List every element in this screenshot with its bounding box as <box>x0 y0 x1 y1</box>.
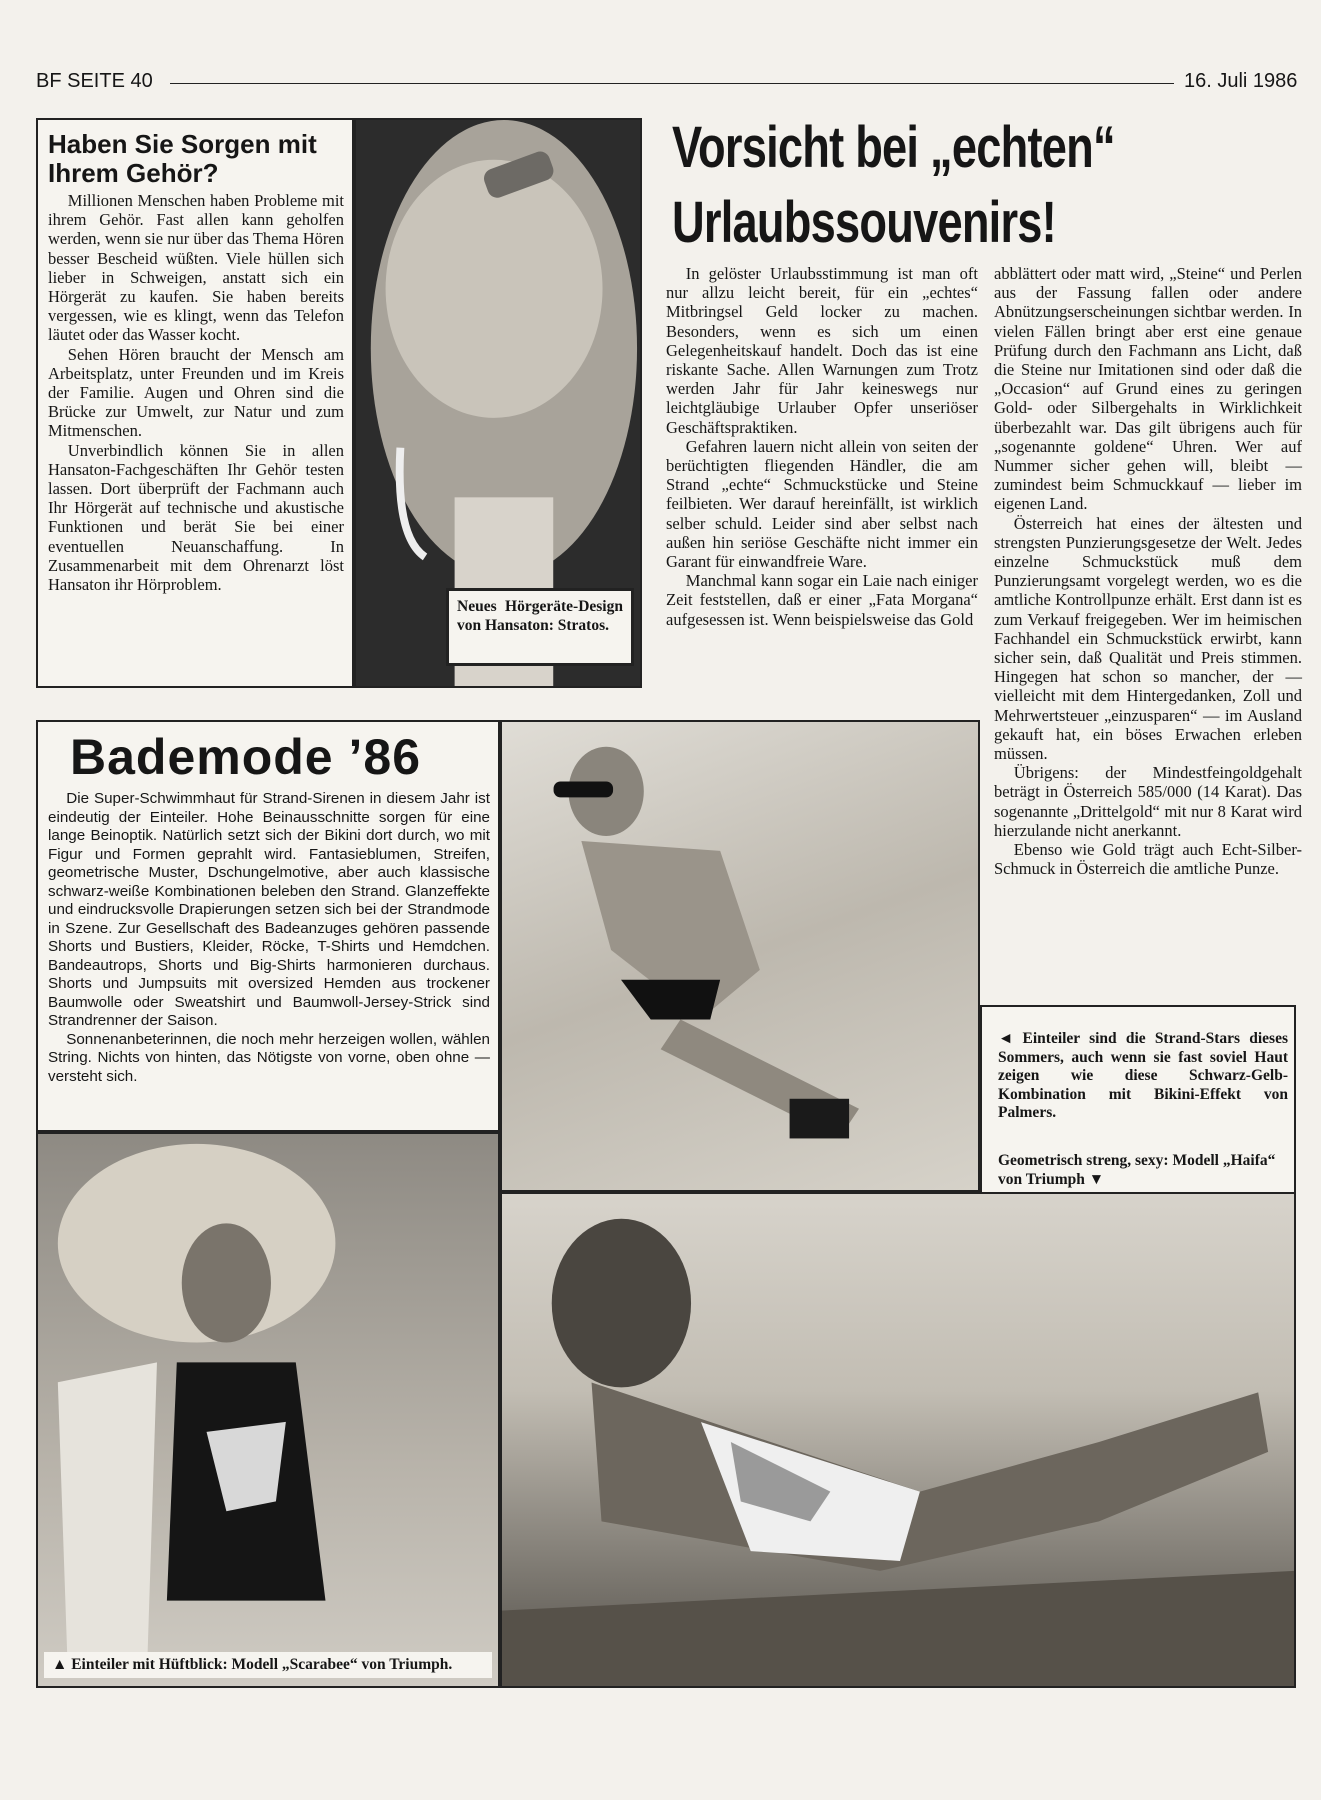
souvenir-headline-line-2: Urlaubssouvenirs! <box>672 190 1056 255</box>
souvenir-paragraph: Ebenso wie Gold trägt auch Echt-Silber-Schmuck in Österreich die amtliche Punze. <box>994 840 1302 879</box>
hearing-paragraph: Unverbindlich können Sie in allen Hansaton-Fachgeschäften Ihr Gehör testen lassen. Dort überprüft der Fachmann auch Ihr Hörgerät auf technische und akustische Funktionen und berät Sie bei einer eventuellen Neuanschaffung. In Zusammenarbeit mit dem Ohrenarzt löst Hansaton ihr Hörproblem. <box>48 440 344 595</box>
scarabee-caption-box <box>44 1652 492 1679</box>
header-rule <box>170 83 1174 84</box>
scarabee-caption: ▲ Einteiler mit Hüftblick: Modell „Scarabee“ von Triumph. <box>52 1655 453 1673</box>
souvenir-paragraph: In gelöster Urlaubsstimmung ist man oft nur allzu leicht bereit, für ein „echtes“ Mitbringsel Geld locker zu machen. Besonders, wenn es sich um einen Gelegenheitskauf handelt. Doch das ist eine riskante Sache. Allen Warnungen zum Trotz werden Jahr für Jahr keineswegs nur leichtgläubige Urlauber Opfer unseriöser Geschäftspraktiken. <box>666 264 978 437</box>
souvenir-column-2 <box>994 264 1302 879</box>
souvenir-headline-line-1: Vorsicht bei „echten“ <box>672 115 1115 180</box>
kneeling-bikini-photo <box>500 720 980 1192</box>
hearing-paragraph: Sehen Hören braucht der Mensch am Arbeitsplatz, unter Freunden und im Kreis der Familie. Augen und Ohren sind die Brücke zur Umwelt, zur Natur und zum Mitmenschen. <box>48 344 344 441</box>
hearing-headline: Haben Sie Sorgen mit Ihrem Gehör? <box>48 129 317 188</box>
page-header-left: BF SEITE 40 <box>36 70 153 92</box>
hearing-paragraph: Millionen Menschen haben Probleme mit ihrem Gehör. Fast allen kann geholfen werden, wenn sie nur über das Thema Hören besser Bescheid wüßten. Viele hüllen sich lieber in Schweigen, anstatt sich ein Hörgerät zu kaufen. Sie haben bereits vergessen, wie es klingt, wenn das Telefon läutet oder das Wasser kocht. <box>48 191 344 345</box>
souvenir-column-1 <box>666 264 978 629</box>
bademode-headline: Bademode ’86 <box>70 729 422 785</box>
hearing-body <box>48 191 344 594</box>
hearing-photo-caption: Neues Hörgeräte-Design von Hansaton: Stratos. <box>457 598 623 634</box>
souvenir-paragraph: abblättert oder matt wird, „Steine“ und Perlen aus der Fassung fallen oder andere Abnützungserscheinungen sichtbar werden. In vielen Fällen bringt aber erst eine genaue Prüfung durch den Fachmann ans Licht, daß die Steine nur Imitationen sind oder daß die „Occasion“ auf Grund eines zu geringen Gold- oder Silbergehalts in Wirklichkeit überbezahlt war. Das gilt übrigens auch für „sogenannte goldene“ Uhren. Wer auf Nummer sicher gehen will, bleibt — zumindest beim Schmuckkauf — lieber im eigenen Land. <box>994 264 1302 514</box>
hearing-photo-caption-box <box>446 588 634 666</box>
bademode-paragraph: Sonnenanbeterinnen, die noch mehr herzeigen wollen, wählen String. Nichts von hinten, das Nötigste von vorne, oben ohne — versteht sich. <box>48 1030 490 1085</box>
haifa-caption: Geometrisch streng, sexy: Modell „Haifa“ von Triumph ▼ <box>998 1152 1276 1188</box>
souvenir-paragraph: Gefahren lauern nicht allein von seiten der berüchtigten fliegenden Händler, die am Strand „echte“ Schmuckstücke und Steine feilbieten. Wer darauf hereinfällt, ist wirklich selber schuld. Leider sind aber selbst nach außen hin seriöse Geschäfte nicht immer ein Garant für einwandfreie Ware. <box>666 436 978 572</box>
souvenir-paragraph: Manchmal kann sogar ein Laie nach einiger Zeit feststellen, daß er einer „Fata Morgana“ aufgesessen ist. Wenn beispielsweise das Gold <box>666 571 978 629</box>
souvenir-paragraph: Übrigens: der Mindestfeingoldgehalt beträgt in Österreich 585/000 (14 Karat). Das sogenannte „Drittelgold“ mit nur 8 Karat wird hierzulande nicht anerkannt. <box>994 763 1302 840</box>
reclining-figure <box>502 1194 1294 1686</box>
bademode-paragraph: Die Super-Schwimmhaut für Strand-Sirenen in diesem Jahr ist eindeutig der Einteiler. Hohe Beinausschnitte sorgen für eine lange Beinoptik. Natürlich setzt sich der Bikini dort durch, wo mit Figur und Formen geprahlt wird. Fantasieblumen, Streifen, geometrische Muster, Dschungelmotive, aber auch klassische schwarz-weiße Kombinationen beleben den Strand. Glanzeffekte und eindrucksvolle Drapierungen setzen sich bei der Strandmode in Szene. Zur Gesellschaft des Badeanzuges gehören passende Shorts und Bustiers, Kleider, Röcke, T-Shirts und Hemdchen. Bandeautrops, Shorts und Big-Shirts harmonieren durchaus. Shorts und Jumpsuits mit oversized Hemden aus trockener Baumwolle oder Sweatshirt und Baumwoll-Jersey-Strick sind Strandrenner der Saison. <box>48 790 490 1029</box>
straw-hat-swimsuit-photo <box>36 1132 500 1688</box>
souvenir-paragraph: Österreich hat eines der ältesten und strengsten Punzierungsgesetze der Welt. Jedes einzelne Schmuckstück muß dem Punzierungsamt vorgelegt werden, wo es die amtliche Kontrollpunze erhält. Erst dann ist es zum Verkauf freigegeben. Wer im heimischen Fachhandel ein Schmuckstück erwirbt, kann sicher sein, daß Qualität und Preis stimmen. Hingegen hat schon so mancher, der — vielleicht mit dem Hintergedanken, Zoll und Mehrwertsteuer „einzusparen“ — im Ausland gekauft hat, ein böses Erwachen erleben müssen. <box>994 513 1302 764</box>
strand-stars-caption: ◄ Einteiler sind die Strand-Stars dieses Sommers, auch wenn sie fast soviel Haut zeigen wie diese Schwarz-Gelb-Kombination mit Bikini-Effekt von Palmers. <box>998 1030 1288 1121</box>
reclining-swimsuit-photo <box>500 1192 1296 1688</box>
kneeling-figure <box>502 722 978 1190</box>
page-header-date: 16. Juli 1986 <box>1184 70 1298 92</box>
bademode-body <box>48 790 490 1086</box>
straw-hat-figure <box>38 1134 498 1686</box>
